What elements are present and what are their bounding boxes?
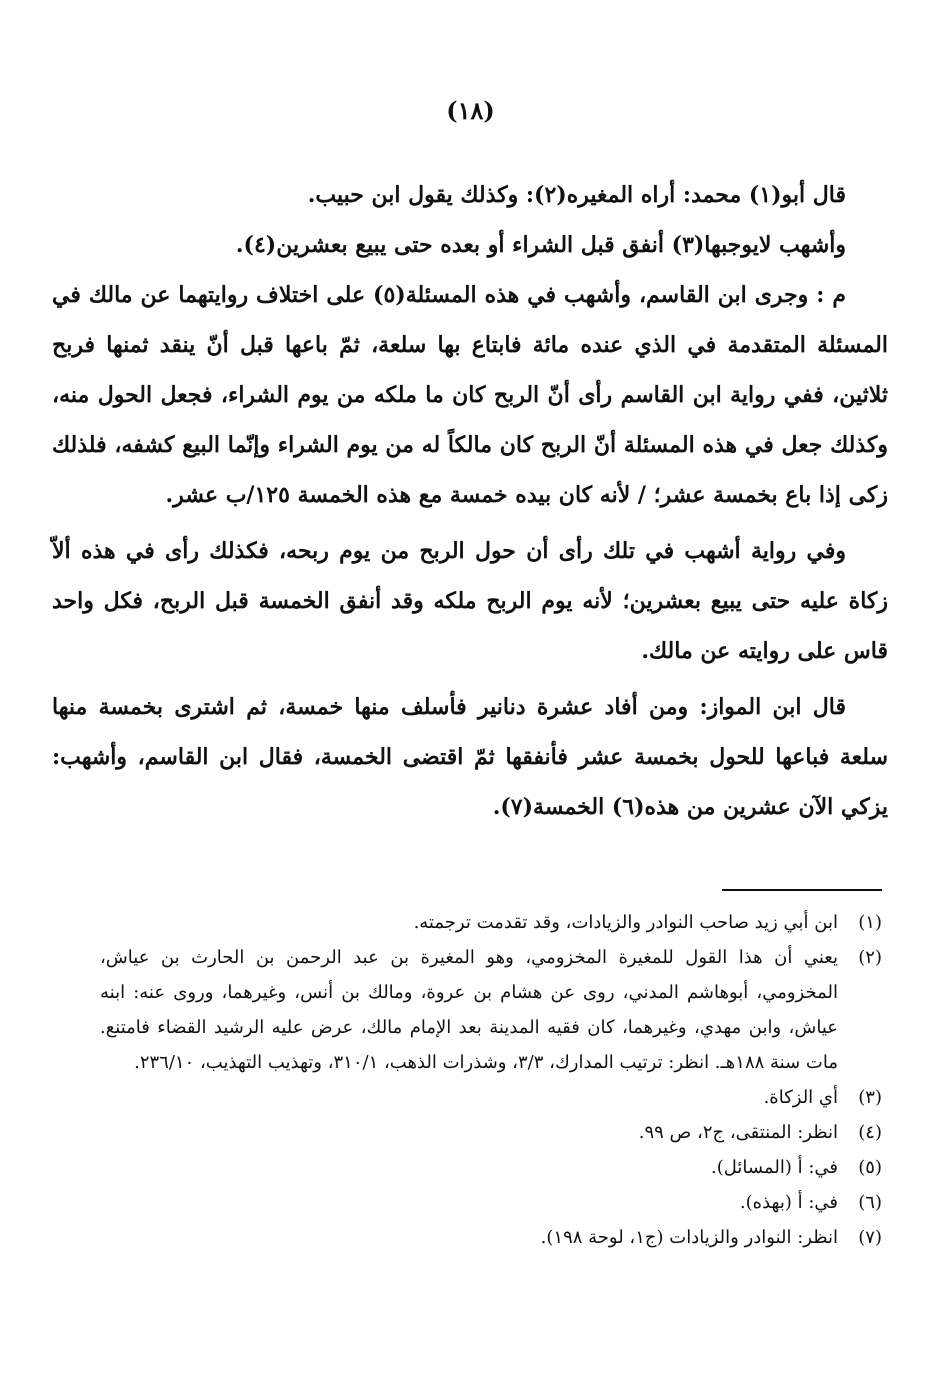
footnote-text: أي الزكاة. (763, 1087, 838, 1108)
footnote-separator (722, 889, 882, 891)
footnote-text: انظر: النوادر والزيادات (ج١، لوحة ١٩٨). (540, 1227, 838, 1248)
footnote (100, 905, 882, 940)
footnote-number: (١) (858, 912, 882, 933)
footnote (100, 1220, 882, 1255)
footnote (100, 1115, 882, 1150)
footnote-text: انظر: المنتقى، ج٢، ص ٩٩. (638, 1122, 838, 1143)
paragraph: قال أبو(١) محمد: أراه المغيره(٢): وكذلك يقول ابن حبيب. (307, 182, 846, 208)
footnote (100, 940, 882, 1080)
paragraph: قال ابن المواز: ومن أفاد عشرة دنانير فأسلف منها خمسة، ثم اشترى بخمسة منها سلعة فباعها للحول بخمسة عشر فأنفقها ثمّ اقتضى الخمسة، فقال ابن القاسم، وأشهب: يزكي الآن عشرين من هذه(٦) الخمسة(٧). (52, 694, 888, 820)
footnote-text: في: أ (بهذه). (739, 1192, 838, 1213)
footnotes (100, 905, 882, 1255)
footnote (100, 1150, 882, 1185)
footnote-number: (٣) (858, 1087, 882, 1108)
footnote-number: (٦) (858, 1192, 882, 1213)
footnote (100, 1080, 882, 1115)
footnote-number: (٧) (858, 1227, 882, 1248)
footnote (100, 1185, 882, 1220)
paragraph: م : وجرى ابن القاسم، وأشهب في هذه المسئلة(٥) على اختلاف روايتهما عن مالك في المسئلة المتقدمة في الذي عنده مائة فابتاع بها سلعة، ثمّ باعها قبل أنّ ينقد ثمنها فربح ثلاثين، ففي رواية ابن القاسم رأى أنّ الربح كان ما ملكه من يوم الشراء، فجعل الحول منه، وكذلك جعل في هذه المسئلة أنّ الربح كان مالكاً له من يوم الشراء وإنّما البيع كشفه، فلذلك زكى إذا باع بخمسة عشر؛ / لأنه كان بيده خمسة مع هذه الخمسة ١٢٥/ب عشر. (52, 282, 888, 508)
footnote-number: (٤) (858, 1122, 882, 1143)
paragraph: وأشهب لايوجبها(٣) أنفق قبل الشراء أو بعده حتى يبيع بعشرين(٤). (235, 232, 846, 258)
main-text (52, 170, 888, 832)
footnote-number: (٥) (858, 1157, 882, 1178)
footnote-text: يعني أن هذا القول للمغيرة المخزومي، وهو المغيرة بن عبد الرحمن بن الحارث بن عياش، المخزومي، أبوهاشم المدني، روى عن هشام بن عروة، ومالك بن أنس، وغيرهما، وروى عنه: ابنه عياش، وابن مهدي، وغيرهما، كان فقيه المدينة بعد الإمام مالك، عرض عليه الرشيد القضاء فامتنع. مات سنة ١٨٨هـ. انظر: ترتيب المدارك، ٣/٣، وشذرات الذهب، ٣١٠/١، وتهذيب التهذيب، ٢٣٦/١٠. (100, 947, 838, 1073)
page-number: (١٨) (446, 96, 495, 125)
footnote-text: في: أ (المسائل). (711, 1157, 838, 1178)
paragraph: وفي رواية أشهب في تلك رأى أن حول الربح من يوم ربحه، فكذلك رأى في هذه ألاّ زكاة عليه حتى يبيع بعشرين؛ لأنه يوم الربح ملكه وقد أنفق الخمسة قبل الربح، فكل واحد قاس على روايته عن مالك. (52, 538, 888, 664)
footnote-number: (٢) (858, 947, 882, 968)
footnote-text: ابن أبي زيد صاحب النوادر والزيادات، وقد تقدمت ترجمته. (413, 912, 838, 933)
